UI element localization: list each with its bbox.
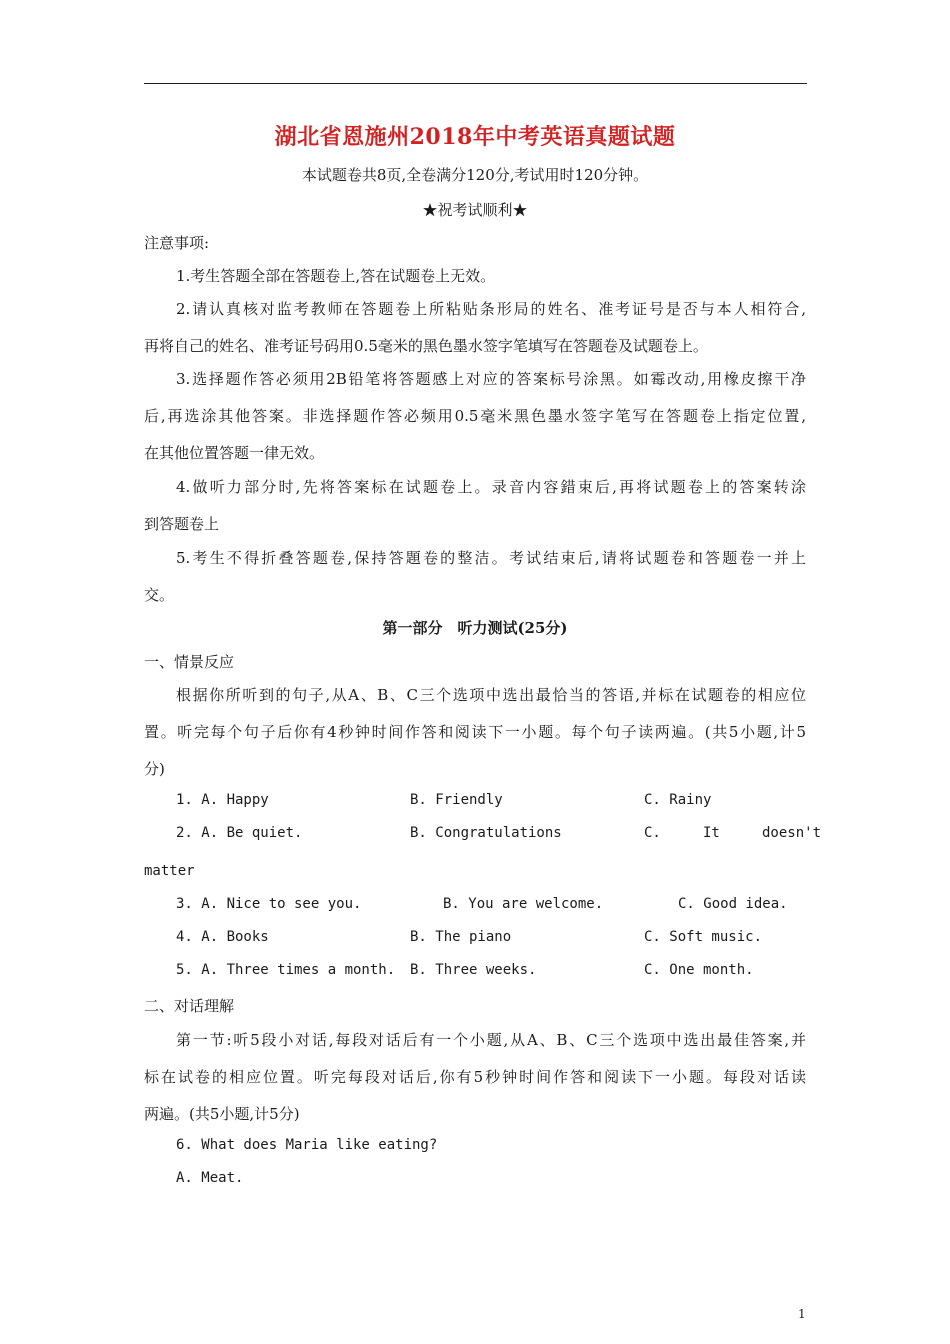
question-1-option-b: B. Friendly (410, 792, 503, 808)
notice-line: 3.选择题作答必须用2B铅笔将答题感上对应的答案标号涂黑。如霉改动,用橡皮擦干净 (176, 370, 806, 388)
notice-line: 再将自己的姓名、准考证号码用0.5毫米的黑色墨水签字笔填写在答题卷及试题卷上。 (144, 337, 708, 355)
question-3-option-a: 3. A. Nice to see you. (176, 896, 362, 912)
question-5-option-c: C. One month. (644, 962, 754, 978)
question-1-option-c: C. Rainy (644, 792, 712, 808)
question-4-option-c: C. Soft music. (644, 929, 763, 945)
notice-line: 后,再选涂其他答案。非选择题作答必频用0.5毫米黑色墨水签字笔写在答题卷上指定位置, (144, 407, 806, 425)
page-number: 1 (798, 1307, 806, 1321)
section1-heading: 一、情景反应 (144, 653, 235, 671)
exam-info: 本试题卷共8页,全卷满分120分,考试用时120分钟。 (301, 166, 649, 184)
section1-instruction: 根据你所听到的句子,从A、B、C三个选项中选出最恰当的答语,并标在试题卷的相应位 (176, 686, 806, 704)
notice-line: 到答题卷上 (144, 515, 220, 533)
question-3-option-c: C. Good idea. (678, 896, 788, 912)
section1-instruction: 置。听完每个句子后你有4秒钟时间作答和阅读下一小题。每个句子读两遍。(共5小题,计5 (144, 723, 806, 741)
header-rule (144, 83, 807, 84)
question-2-option-c: C. It doesn't (644, 825, 822, 841)
section1-instruction: 分) (144, 760, 165, 778)
notice-line: 交。 (144, 586, 175, 604)
question-2-option-b: B. Congratulations (410, 825, 562, 841)
section2-heading: 二、对话理解 (144, 997, 235, 1015)
question-1-option-a: 1. A. Happy (176, 792, 269, 808)
question-5-option-a: 5. A. Three times a month. (176, 962, 396, 978)
question-4-option-a: 4. A. Books (176, 929, 269, 945)
section2-instruction: 两遍。(共5小题,计5分) (144, 1105, 300, 1123)
question-6: 6. What does Maria like eating? (176, 1137, 438, 1153)
notice-heading: 注意事项: (144, 234, 210, 252)
question-6-option-a: A. Meat. (176, 1170, 244, 1186)
question-5-option-b: B. Three weeks. (410, 962, 537, 978)
notice-line: 2.请认真核对监考教师在答题卷上所粘贴条形局的姓名、准考证号是否与本人相符合, (176, 300, 806, 318)
notice-line: 5.考生不得折叠答题卷,保持答題卷的整洁。考试结束后,请将试题卷和答题卷一并上 (176, 549, 806, 567)
notice-line: 4.做听力部分时,先将答案标在试题卷上。录音内容錯束后,再将试题卷上的答案转涂 (176, 478, 806, 496)
notice-line: 在其他位置答题一律无效。 (144, 444, 325, 462)
question-2-option-c-continued: matter (144, 863, 195, 879)
section2-instruction: 标在试卷的相应位置。听完每段对话后,你有5秒钟时间作答和阅读下一小题。每段对话读 (144, 1068, 806, 1086)
notice-line: 1.考生答题全部在答题卷上,答在试题卷上无效。 (176, 267, 496, 285)
good-luck-line: ★祝考试顺利★ (422, 201, 528, 219)
question-3-option-b: B. You are welcome. (443, 896, 604, 912)
document-title: 湖北省恩施州2018年中考英语真题试题 (274, 124, 676, 150)
question-4-option-b: B. The piano (410, 929, 512, 945)
section2-instruction: 第一节:听5段小对话,每段对话后有一个小题,从A、B、C三个选项中选出最佳答案,并 (176, 1031, 806, 1049)
question-2-option-a: 2. A. Be quiet. (176, 825, 303, 841)
part1-heading: 第一部分 听力测试(25分) (382, 619, 568, 637)
